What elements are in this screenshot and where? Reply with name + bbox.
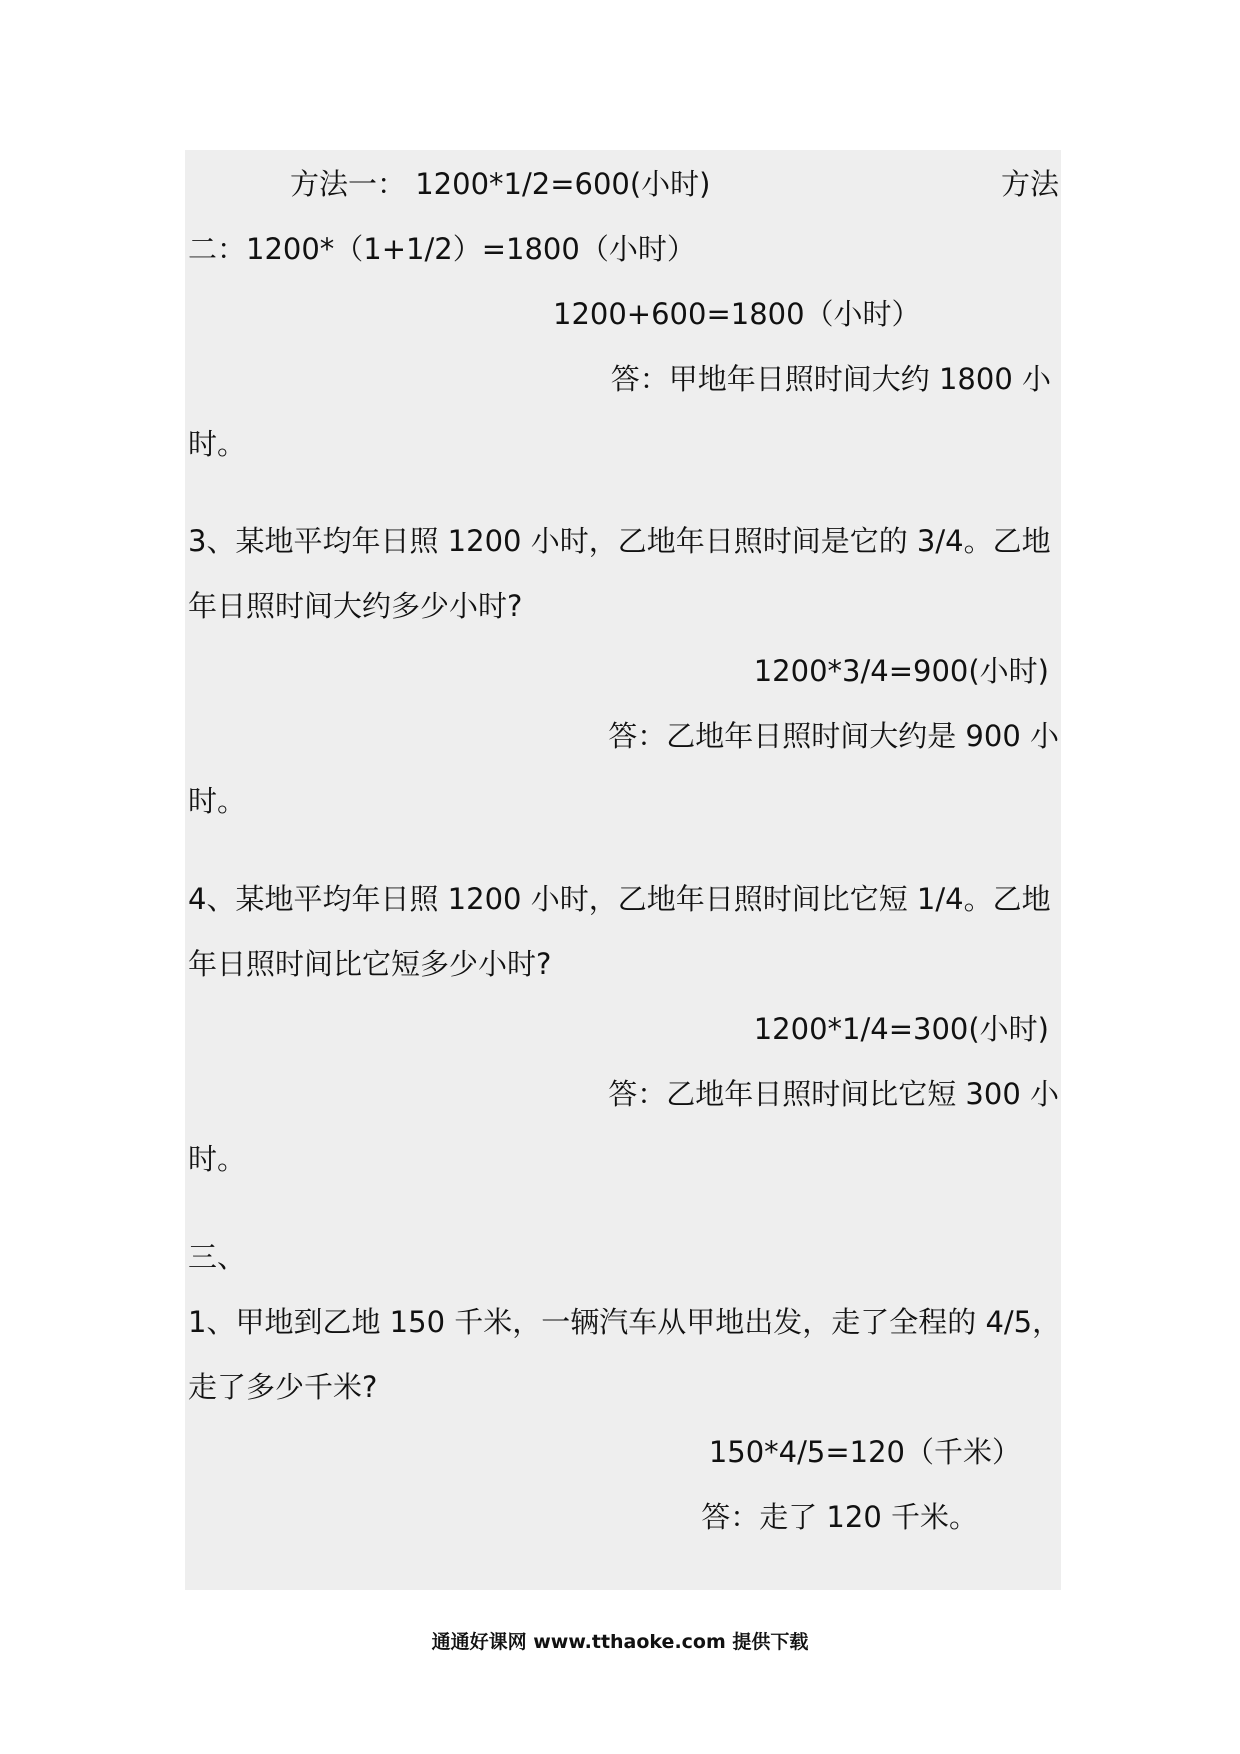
question-1-line-2: 走了多少千米? — [188, 1370, 378, 1404]
answer-line: 答：乙地年日照时间比它短 300 小 — [608, 1077, 1059, 1111]
question-3-line-1: 3、某地平均年日照 1200 小时，乙地年日照时间是它的 3/4。乙地 — [188, 524, 1051, 558]
method-two-label: 方法 — [1000, 167, 1059, 201]
question-4-line-2: 年日照时间比它短多少小时? — [188, 947, 552, 981]
answer-line: 答：甲地年日照时间大约 1800 小 — [610, 362, 1051, 396]
answer-line: 答：走了 120 千米。 — [701, 1500, 978, 1534]
document-panel — [185, 150, 1061, 1590]
calculation-line: 1200*3/4=900(小时) — [753, 654, 1049, 688]
calculation-line: 1200*1/4=300(小时) — [753, 1012, 1049, 1046]
question-1-line-1: 1、甲地到乙地 150 千米，一辆汽车从甲地出发，走了全程的 4/5， — [188, 1305, 1062, 1339]
footer-source-note: 通通好课网 www.tthaoke.com 提供下载 — [431, 1631, 809, 1653]
answer-line-continued: 时。 — [188, 427, 247, 461]
question-4-line-1: 4、某地平均年日照 1200 小时，乙地年日照时间比它短 1/4。乙地 — [188, 882, 1051, 916]
calculation-line: 150*4/5=120（千米） — [708, 1435, 1021, 1469]
question-3-line-2: 年日照时间大约多少小时? — [188, 589, 523, 623]
method-one-line: 方法一： 1200*1/2=600(小时) — [290, 167, 711, 201]
answer-line-continued: 时。 — [188, 784, 247, 818]
section-3-heading: 三、 — [188, 1240, 247, 1274]
calculation-line: 1200+600=1800（小时） — [553, 297, 921, 331]
method-two-line: 二：1200*（1+1/2）=1800（小时） — [188, 232, 696, 266]
answer-line-continued: 时。 — [188, 1142, 247, 1176]
answer-line: 答：乙地年日照时间大约是 900 小 — [608, 719, 1059, 753]
